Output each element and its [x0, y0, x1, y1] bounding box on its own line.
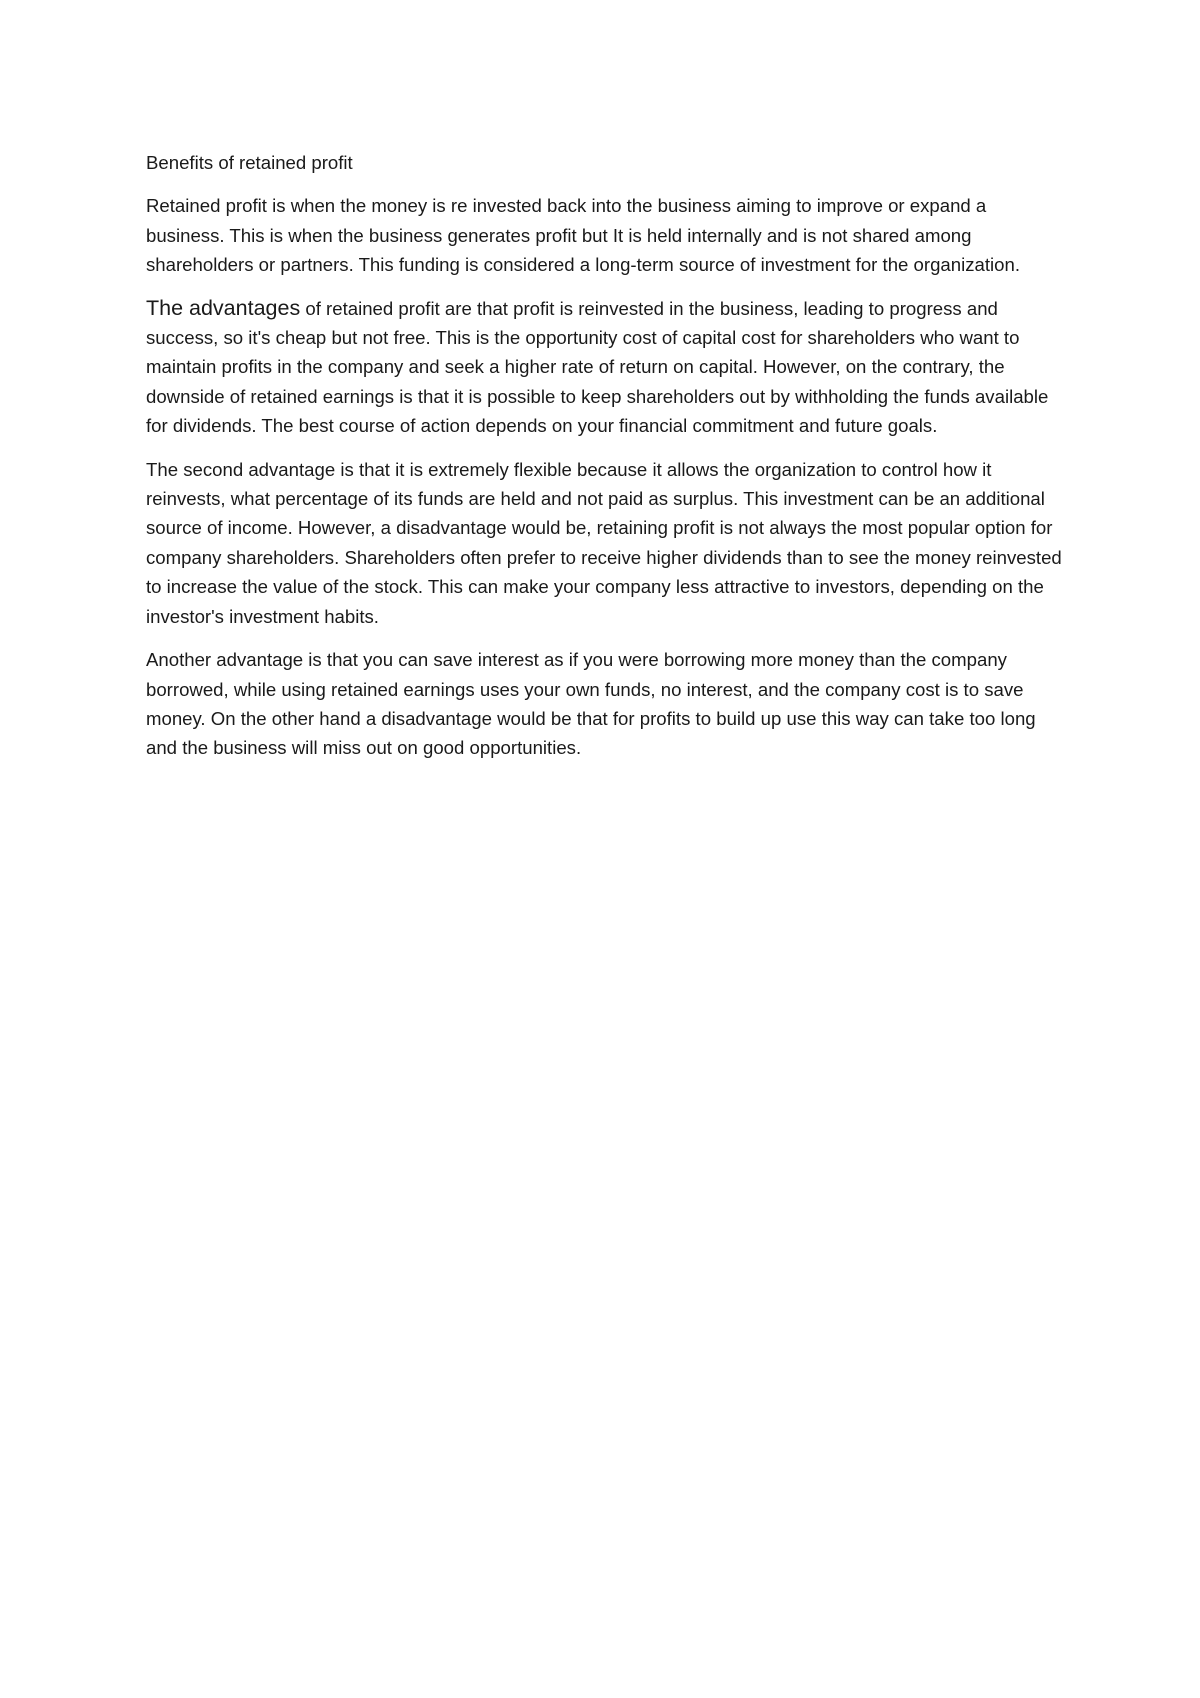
paragraph-1: Retained profit is when the money is re invested back into the business aiming to improve or expand a business. This is when the business generates profit but It is held internally and is not shared among shareholders or partners. This funding is considered a long-term source of investment for the organization.	[146, 195, 1021, 276]
paragraph-2	[146, 294, 1068, 441]
paragraph-2-lead: The advantages	[146, 295, 301, 320]
document-heading: Benefits of retained profit	[146, 152, 353, 173]
paragraph-4: Another advantage is that you can save interest as if you were borrowing more money than the company borrowed, while using retained earnings uses your own funds, no interest, and the company cost is to save money. On the other hand a disadvantage would be that for profits to build up use this way can take too long and the business will miss out on good opportunities.	[146, 649, 1036, 759]
paragraph-2-text: of retained profit are that profit is reinvested in the business, leading to progress and success, so it's cheap but not free. This is the opportunity cost of capital cost for shareholders who want to maintain profits in the company and seek a higher rate of return on capital. However, on the contrary, the downside of retained earnings is that it is possible to keep shareholders out by withholding the funds available for dividends. The best course of action depends on your financial commitment and future goals.	[146, 297, 1049, 437]
document-body	[146, 148, 1068, 777]
paragraph-3: The second advantage is that it is extremely flexible because it allows the organization to control how it reinvests, what percentage of its funds are held and not paid as surplus. This investment can be an additional source of income. However, a disadvantage would be, retaining profit is not always the most popular option for company shareholders. Shareholders often prefer to receive higher dividends than to see the money reinvested to increase the value of the stock. This can make your company less attractive to investors, depending on the investor's investment habits.	[146, 458, 1062, 627]
